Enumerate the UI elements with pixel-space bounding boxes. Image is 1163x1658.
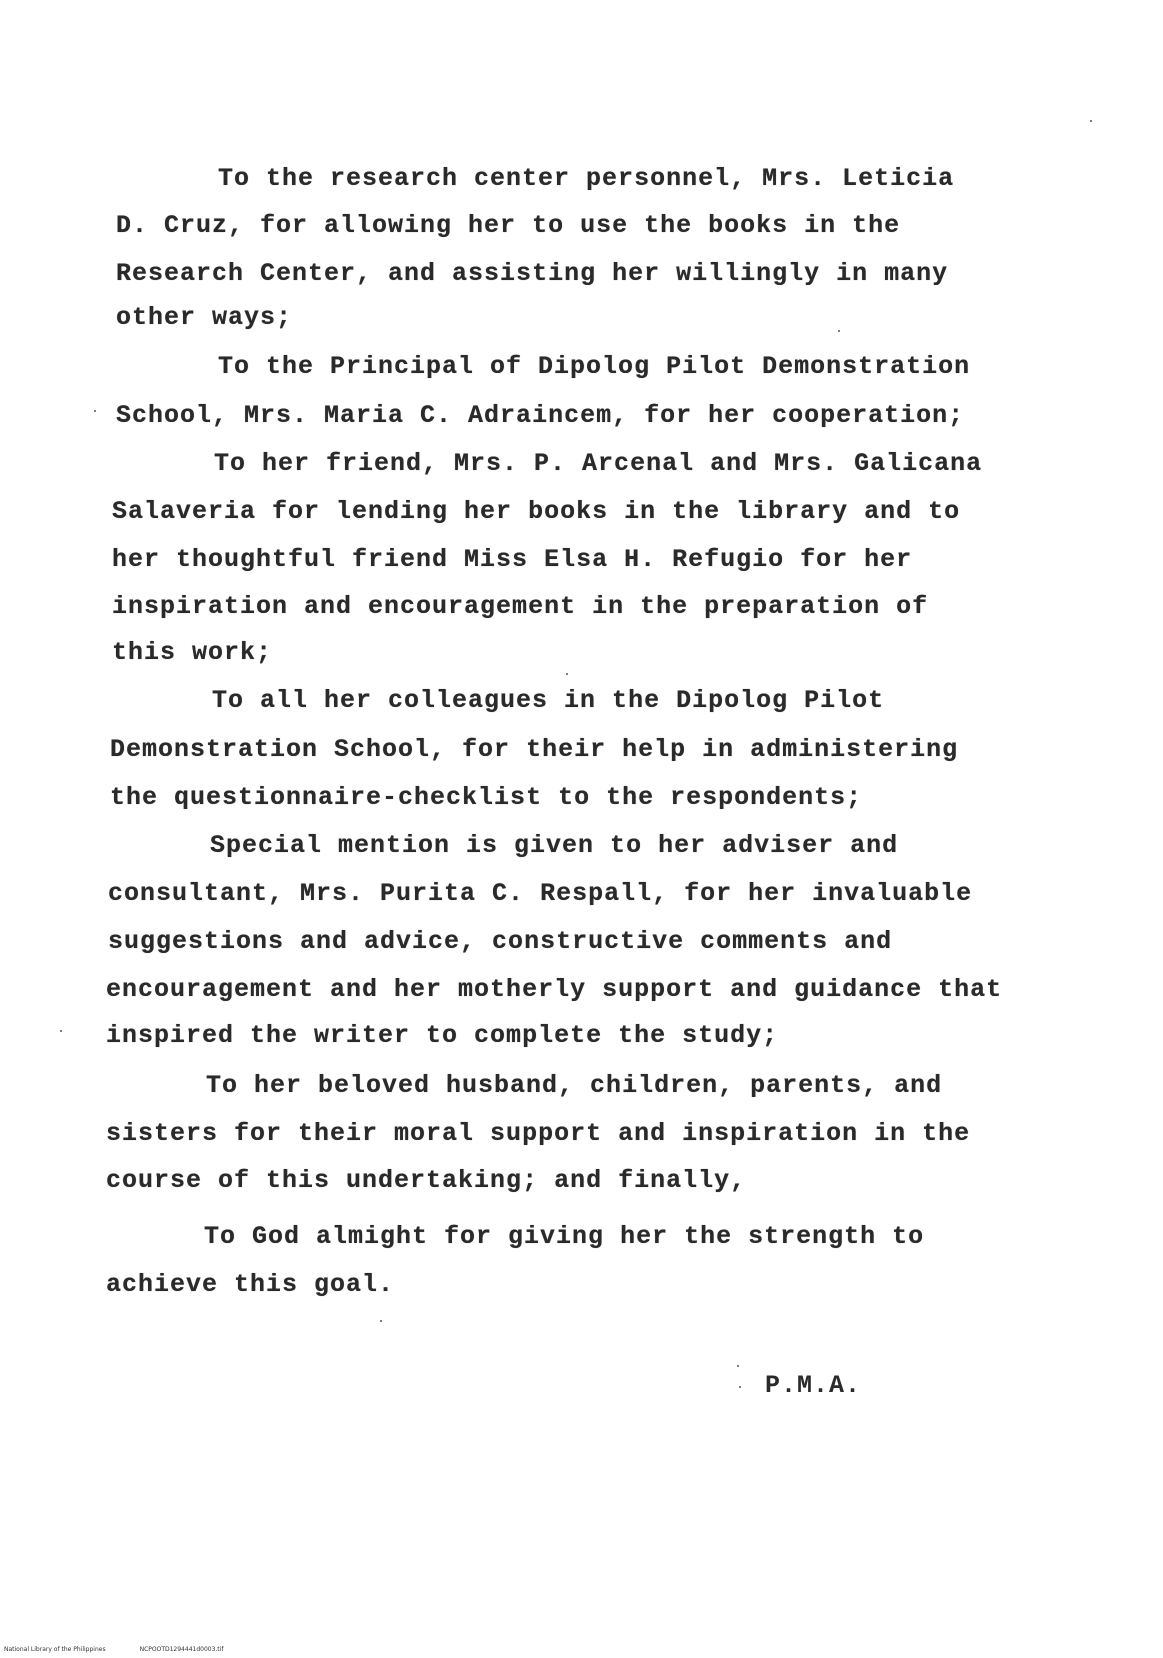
text-line: course of this undertaking; and finally, [106, 1166, 747, 1195]
text-line: the questionnaire-checklist to the respondents; [110, 783, 863, 812]
scan-speck [1090, 120, 1092, 122]
text-line: To her beloved husband, children, parents, and [206, 1071, 943, 1100]
scan-speck [94, 410, 96, 412]
text-line: her thoughtful friend Miss Elsa H. Refugio for her [112, 545, 913, 574]
text-line: School, Mrs. Maria C. Adraincem, for her cooperation; [116, 401, 965, 430]
text-line: encouragement and her motherly support and guidance that [106, 975, 1003, 1004]
text-line: Special mention is given to her adviser and [210, 831, 899, 860]
footer-library: National Library of the Philippines [4, 1646, 106, 1653]
text-line: To her friend, Mrs. P. Arcenal and Mrs. Galicana [214, 449, 983, 478]
text-line: To God almight for giving her the strength to [204, 1222, 925, 1251]
text-line: achieve this goal. [106, 1270, 395, 1299]
scan-speck [380, 1320, 382, 1322]
text-line: this work; [112, 638, 273, 667]
text-line: To the Principal of Dipolog Pilot Demonstration [218, 352, 971, 381]
text-line: inspired the writer to complete the study; [106, 1021, 779, 1050]
text-line: consultant, Mrs. Purita C. Respall, for her invaluable [108, 879, 973, 908]
text-line: suggestions and advice, constructive comments and [108, 927, 893, 956]
text-line: To all her colleagues in the Dipolog Pilot [212, 686, 885, 715]
scan-speck [566, 673, 568, 675]
text-line: Demonstration School, for their help in administering [110, 735, 959, 764]
text-line: To the research center personnel, Mrs. Leticia [218, 164, 955, 193]
text-line: Research Center, and assisting her willingly in many [116, 259, 949, 288]
text-line: sisters for their moral support and inspiration in the [106, 1119, 971, 1148]
archive-footer [4, 1646, 257, 1654]
scan-speck [838, 330, 840, 332]
scan-speck [739, 1386, 741, 1388]
text-line: Salaveria for lending her books in the library and to [112, 497, 961, 526]
scan-speck [737, 1365, 739, 1367]
text-line: D. Cruz, for allowing her to use the books in the [116, 211, 901, 240]
text-line: other ways; [116, 303, 293, 332]
text-line: inspiration and encouragement in the preparation of [112, 592, 929, 621]
footer-file-id: NCPOOTD1294441d0003.tif [139, 1646, 224, 1653]
scan-speck [60, 1030, 62, 1032]
signature-initials: P.M.A. [765, 1371, 862, 1400]
